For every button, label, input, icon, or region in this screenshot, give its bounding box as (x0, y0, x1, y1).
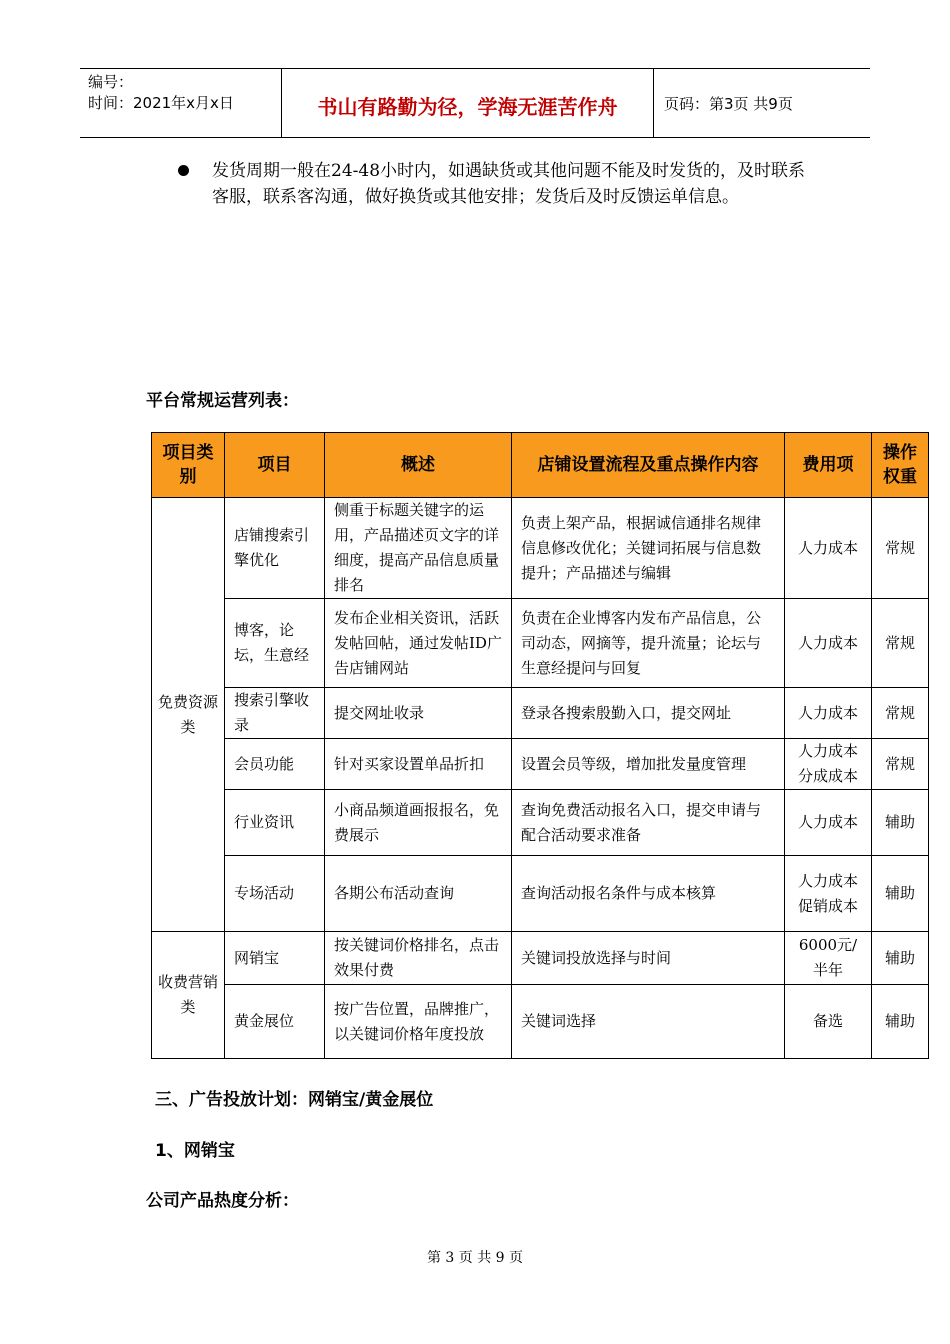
item-cell: 搜索引擎收录 (225, 688, 325, 739)
operations-table (151, 432, 929, 1059)
overview-cell: 按广告位置，品牌推广，以关键词价格年度投放 (325, 985, 512, 1059)
category-cell: 免费资源类 (152, 498, 225, 932)
cost-cell: 人力成本促销成本 (785, 856, 872, 932)
header-motto: 书山有路勤为径，学海无涯苦作舟 (317, 95, 618, 119)
column-header: 项目 (225, 433, 325, 498)
item-cell: 黄金展位 (225, 985, 325, 1059)
table-row (152, 985, 929, 1059)
process-cell: 登录各搜索殷勤入口，提交网址 (512, 688, 785, 739)
overview-cell: 提交网址收录 (325, 688, 512, 739)
section-title-heat-analysis: 公司产品热度分析： (146, 1191, 299, 1211)
header-page-number: 页码：第3页 共9页 (664, 95, 793, 113)
table-row (152, 688, 929, 739)
process-cell: 查询活动报名条件与成本核算 (512, 856, 785, 932)
item-cell: 行业资讯 (225, 790, 325, 856)
cost-cell: 人力成本 (785, 790, 872, 856)
table-row (152, 739, 929, 790)
table-row (152, 790, 929, 856)
item-cell: 店铺搜索引擎优化 (225, 498, 325, 599)
overview-cell: 针对买家设置单品折扣 (325, 739, 512, 790)
weight-cell: 常规 (872, 688, 929, 739)
column-header: 操作权重 (872, 433, 929, 498)
bullet-dot-icon (178, 165, 189, 176)
category-cell: 收费营销类 (152, 932, 225, 1059)
weight-cell: 辅助 (872, 790, 929, 856)
weight-cell: 辅助 (872, 985, 929, 1059)
item-cell: 会员功能 (225, 739, 325, 790)
document-number: 编号： (88, 73, 134, 91)
process-cell: 关键词选择 (512, 985, 785, 1059)
header-meta (88, 72, 278, 114)
document-date: 时间：2021年x月x日 (88, 94, 234, 112)
table-row (152, 498, 929, 599)
table-row (152, 599, 929, 688)
overview-cell: 侧重于标题关键字的运用，产品描述页文字的详细度，提高产品信息质量排名 (325, 498, 512, 599)
weight-cell: 辅助 (872, 856, 929, 932)
process-cell: 关键词投放选择与时间 (512, 932, 785, 985)
page-footer: 第 3 页 共 9 页 (426, 1250, 524, 1266)
weight-cell: 常规 (872, 599, 929, 688)
page-header (80, 68, 870, 138)
header-divider (653, 69, 654, 137)
table-header-row (152, 433, 929, 498)
process-cell: 负责上架产品，根据诚信通排名规律信息修改优化；关键词拓展与信息数提升；产品描述与编辑 (512, 498, 785, 599)
column-header: 项目类别 (152, 433, 225, 498)
cost-cell: 人力成本 (785, 599, 872, 688)
overview-cell: 发布企业相关资讯，活跃发帖回帖，通过发帖ID广告店铺网站 (325, 599, 512, 688)
column-header: 费用项 (785, 433, 872, 498)
section-title-wangxiaobao: 1、网销宝 (155, 1141, 235, 1161)
weight-cell: 辅助 (872, 932, 929, 985)
bullet-text: 发货周期一般在24-48小时内，如遇缺货或其他问题不能及时发货的，及时联系客服，联系客沟通，做好换货或其他安排；发货后及时反馈运单信息。 (212, 161, 806, 207)
cost-cell: 人力成本 (785, 498, 872, 599)
process-cell: 负责在企业博客内发布产品信息，公司动态，网摘等，提升流量；论坛与生意经提问与回复 (512, 599, 785, 688)
cost-cell: 人力成本 (785, 688, 872, 739)
overview-cell: 小商品频道画报报名，免费展示 (325, 790, 512, 856)
cost-cell: 备选 (785, 985, 872, 1059)
cost-cell: 人力成本分成成本 (785, 739, 872, 790)
table-row (152, 856, 929, 932)
item-cell: 专场活动 (225, 856, 325, 932)
overview-cell: 按关键词价格排名，点击效果付费 (325, 932, 512, 985)
weight-cell: 常规 (872, 498, 929, 599)
item-cell: 博客，论坛，生意经 (225, 599, 325, 688)
cost-cell: 6000元/半年 (785, 932, 872, 985)
overview-cell: 各期公布活动查询 (325, 856, 512, 932)
item-cell: 网销宝 (225, 932, 325, 985)
weight-cell: 常规 (872, 739, 929, 790)
process-cell: 查询免费活动报名入口，提交申请与配合活动要求准备 (512, 790, 785, 856)
process-cell: 设置会员等级，增加批发量度管理 (512, 739, 785, 790)
section-title-ad-plan: 三、广告投放计划：网销宝/黄金展位 (155, 1090, 434, 1110)
column-header: 概述 (325, 433, 512, 498)
section-title-platform: 平台常规运营列表： (146, 391, 299, 411)
column-header: 店铺设置流程及重点操作内容 (512, 433, 785, 498)
table-row (152, 932, 929, 985)
